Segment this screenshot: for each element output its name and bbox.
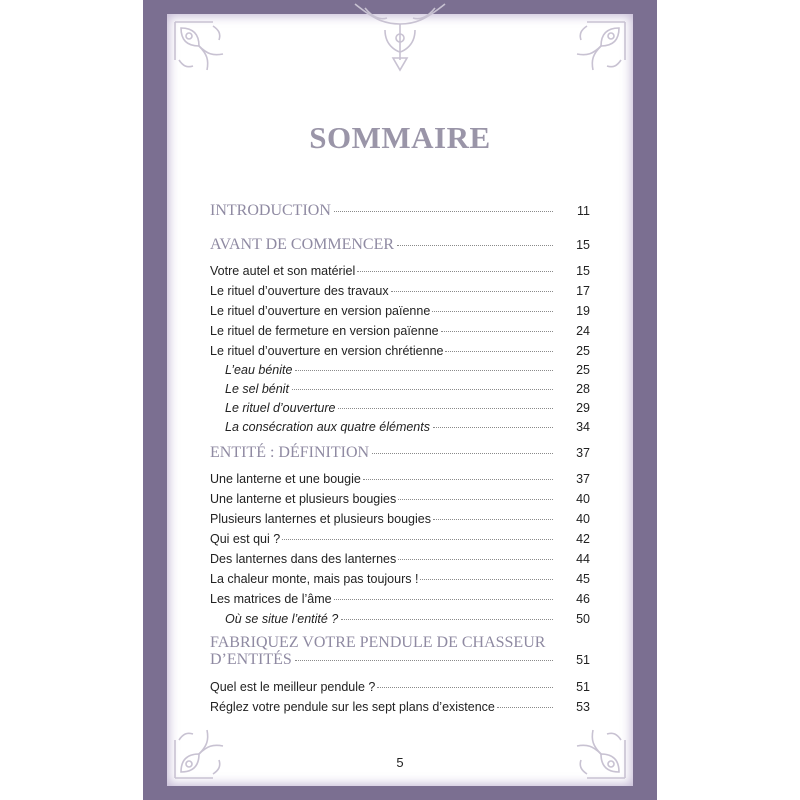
toc-entry[interactable] bbox=[210, 344, 590, 358]
leader-dots bbox=[341, 619, 553, 620]
toc-entry-label: Réglez votre pendule sur les sept plans d’existence bbox=[210, 700, 495, 714]
leader-dots bbox=[397, 245, 553, 246]
toc-entry-label: Des lanternes dans des lanternes bbox=[210, 552, 397, 566]
toc-page-number: 29 bbox=[576, 401, 590, 415]
toc-entry[interactable] bbox=[210, 700, 590, 714]
leader-dots bbox=[372, 453, 553, 454]
toc-entry-label: Plusieurs lanternes et plusieurs bougies bbox=[210, 512, 431, 526]
leader-dots bbox=[391, 291, 553, 292]
leader-dots bbox=[432, 311, 553, 312]
leader-dots bbox=[433, 519, 553, 520]
toc-entry[interactable] bbox=[210, 512, 590, 526]
corner-flourish-icon bbox=[563, 716, 627, 780]
toc-page-number: 34 bbox=[576, 420, 590, 434]
toc-section-label: FABRIQUEZ VOTRE PENDULE DE CHASSEUR bbox=[210, 634, 546, 651]
leader-dots bbox=[445, 351, 553, 352]
toc-section-entite[interactable] bbox=[210, 444, 590, 462]
toc-page-number: 45 bbox=[576, 572, 590, 586]
leader-dots bbox=[334, 599, 553, 600]
toc-entry[interactable] bbox=[210, 284, 590, 298]
leader-dots bbox=[420, 579, 553, 580]
toc-page-number: 11 bbox=[577, 204, 590, 218]
toc-entry-label: Une lanterne et une bougie bbox=[210, 472, 361, 486]
toc-entry[interactable] bbox=[210, 304, 590, 318]
toc-page-number: 15 bbox=[576, 264, 590, 278]
toc-page-number: 19 bbox=[576, 304, 590, 318]
book-page bbox=[167, 14, 633, 786]
leader-dots bbox=[334, 211, 553, 212]
toc-page-number: 42 bbox=[576, 532, 590, 546]
leader-dots bbox=[357, 271, 553, 272]
toc-page-number: 53 bbox=[576, 700, 590, 714]
leader-dots bbox=[497, 707, 553, 708]
toc-entry[interactable] bbox=[210, 324, 590, 338]
toc-page-number: 46 bbox=[576, 592, 590, 606]
leader-dots bbox=[441, 331, 553, 332]
corner-flourish-icon bbox=[173, 20, 237, 84]
toc-subentry-label: Le rituel d’ouverture bbox=[225, 401, 336, 415]
toc-entry-label: Qui est qui ? bbox=[210, 532, 281, 546]
toc-subentry[interactable] bbox=[210, 363, 590, 377]
toc-page-number: 44 bbox=[576, 552, 590, 566]
toc-section-label: INTRODUCTION bbox=[210, 202, 331, 219]
corner-flourish-icon bbox=[563, 20, 627, 84]
leader-dots bbox=[377, 687, 553, 688]
toc-page-number: 37 bbox=[576, 446, 590, 460]
toc-entry-label: Le rituel d’ouverture en version chrétienne bbox=[210, 344, 444, 358]
toc-subentry[interactable] bbox=[210, 401, 590, 415]
toc-entry-label: Quel est le meilleur pendule ? bbox=[210, 680, 376, 694]
toc-subentry[interactable] bbox=[210, 420, 590, 434]
toc-page-number: 51 bbox=[576, 680, 590, 694]
toc-subentry[interactable] bbox=[210, 612, 590, 626]
leader-dots bbox=[398, 499, 553, 500]
leader-dots bbox=[398, 559, 553, 560]
toc-entry[interactable] bbox=[210, 472, 590, 486]
toc-entry-label: Les matrices de l’âme bbox=[210, 592, 332, 606]
toc-subentry-label: L’eau bénite bbox=[225, 363, 293, 377]
corner-flourish-icon bbox=[173, 716, 237, 780]
toc-page-number: 28 bbox=[576, 382, 590, 396]
toc-entry[interactable] bbox=[210, 264, 590, 278]
toc-page-number: 17 bbox=[576, 284, 590, 298]
toc-page-number: 50 bbox=[576, 612, 590, 626]
toc-page-number: 24 bbox=[576, 324, 590, 338]
leader-dots bbox=[295, 370, 553, 371]
page-number: 5 bbox=[396, 755, 404, 770]
toc-entry[interactable] bbox=[210, 552, 590, 566]
toc-page-number: 40 bbox=[576, 512, 590, 526]
toc-subentry[interactable] bbox=[210, 382, 590, 396]
toc-section-label: D’ENTITÉS bbox=[210, 651, 292, 668]
toc-entry[interactable] bbox=[210, 572, 590, 586]
toc-entry-label: La chaleur monte, mais pas toujours ! bbox=[210, 572, 419, 586]
toc-section-avant[interactable] bbox=[210, 236, 590, 254]
toc-section-label: AVANT DE COMMENCER bbox=[210, 236, 395, 253]
toc-entry[interactable] bbox=[210, 532, 590, 546]
leader-dots bbox=[295, 660, 553, 661]
toc-entry-label: Votre autel et son matériel bbox=[210, 264, 356, 278]
toc-section-introduction[interactable] bbox=[210, 202, 590, 220]
page-title: SOMMAIRE bbox=[309, 120, 491, 155]
toc-entry-label: Le rituel d’ouverture des travaux bbox=[210, 284, 389, 298]
toc-section-label-row bbox=[210, 651, 590, 669]
toc-entry[interactable] bbox=[210, 492, 590, 506]
toc-page-number: 25 bbox=[576, 344, 590, 358]
toc-entry-label: Le rituel de fermeture en version païenne bbox=[210, 324, 439, 338]
toc-page-number: 40 bbox=[576, 492, 590, 506]
toc-entry[interactable] bbox=[210, 592, 590, 606]
toc-subentry-label: La consécration aux quatre éléments bbox=[225, 420, 430, 434]
leader-dots bbox=[338, 408, 553, 409]
toc-page-number: 51 bbox=[576, 653, 590, 667]
leader-dots bbox=[433, 427, 553, 428]
top-center-ornament-icon bbox=[345, 0, 455, 80]
toc-page-number: 37 bbox=[576, 472, 590, 486]
leader-dots bbox=[282, 539, 553, 540]
toc-subentry-label: Le sel bénit bbox=[225, 382, 289, 396]
toc-entry-label: Une lanterne et plusieurs bougies bbox=[210, 492, 397, 506]
leader-dots bbox=[363, 479, 553, 480]
toc-subentry-label: Où se situe l’entité ? bbox=[225, 612, 339, 626]
leader-dots bbox=[292, 389, 553, 390]
toc-entry[interactable] bbox=[210, 680, 590, 694]
toc-section-fabriquez[interactable] bbox=[210, 634, 590, 668]
toc-page-number: 15 bbox=[576, 238, 590, 252]
toc-entry-label: Le rituel d’ouverture en version païenne bbox=[210, 304, 431, 318]
toc-page-number: 25 bbox=[576, 363, 590, 377]
toc-section-label: ENTITÉ : DÉFINITION bbox=[210, 444, 370, 461]
